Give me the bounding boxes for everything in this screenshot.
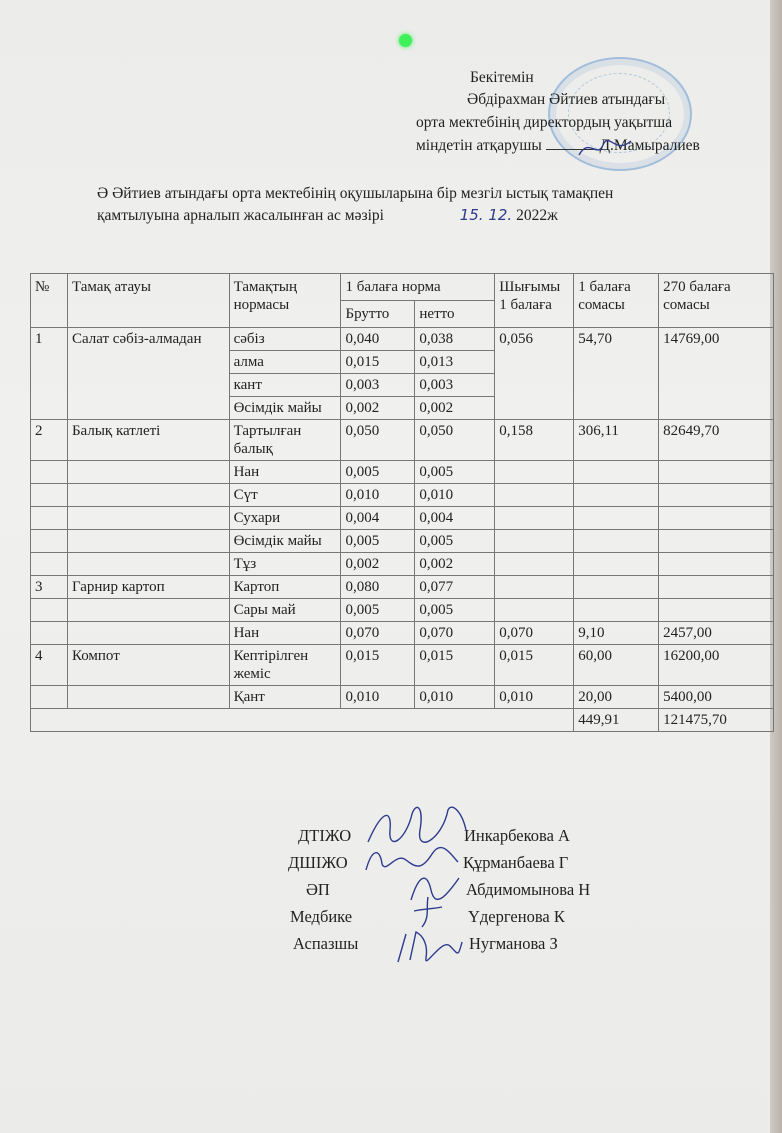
signer-role-3: ӘП xyxy=(306,880,330,899)
header-per-child: 1 балаға норма xyxy=(341,274,495,301)
empty-cell xyxy=(659,553,774,576)
header-row xyxy=(31,274,774,301)
table-row xyxy=(31,461,774,484)
sum1: 20,00 xyxy=(574,686,659,709)
header-sum1: 1 балаға сомасы xyxy=(574,274,659,328)
empty-cell xyxy=(659,576,774,599)
brutto: 0,005 xyxy=(341,461,415,484)
empty-cell xyxy=(659,507,774,530)
empty-cell xyxy=(574,553,659,576)
sum270: 16200,00 xyxy=(659,645,774,686)
brutto: 0,005 xyxy=(341,599,415,622)
camera-indicator-dot xyxy=(399,34,412,47)
dish-name: Салат сәбіз-алмадан xyxy=(67,328,229,420)
empty-cell xyxy=(574,576,659,599)
netto: 0,013 xyxy=(415,351,495,374)
table-row xyxy=(31,530,774,553)
ingredient: сәбіз xyxy=(229,328,341,351)
empty-cell xyxy=(67,686,229,709)
brutto: 0,004 xyxy=(341,507,415,530)
row-num: 3 xyxy=(31,576,68,599)
header-dish: Тамақ атауы xyxy=(67,274,229,328)
netto: 0,038 xyxy=(415,328,495,351)
empty-cell xyxy=(67,553,229,576)
ingredient: алма xyxy=(229,351,341,374)
yield: 0,010 xyxy=(495,686,574,709)
empty-cell xyxy=(31,461,68,484)
ingredient: Қант xyxy=(229,686,341,709)
signer-role-5: Аспазшы xyxy=(293,934,359,953)
sum270: 5400,00 xyxy=(659,686,774,709)
menu-year: 2022ж xyxy=(516,207,558,224)
empty-cell xyxy=(31,484,68,507)
empty-cell xyxy=(31,530,68,553)
empty-cell xyxy=(31,507,68,530)
sum1: 9,10 xyxy=(574,622,659,645)
empty-cell xyxy=(495,484,574,507)
brutto: 0,015 xyxy=(341,351,415,374)
sum270: 14769,00 xyxy=(659,328,774,420)
yield: 0,056 xyxy=(495,328,574,420)
sum1: 54,70 xyxy=(574,328,659,420)
sum270: 82649,70 xyxy=(659,420,774,461)
signer-name-2: Құрманбаева Г xyxy=(463,853,569,872)
row-num: 2 xyxy=(31,420,68,461)
dish-name: Компот xyxy=(67,645,229,686)
table-row xyxy=(31,420,774,461)
empty-cell xyxy=(67,461,229,484)
empty-cell xyxy=(574,599,659,622)
brutto: 0,002 xyxy=(341,397,415,420)
empty-cell xyxy=(31,553,68,576)
table-row xyxy=(31,576,774,599)
ingredient: Сухари xyxy=(229,507,341,530)
table-row xyxy=(31,484,774,507)
brutto: 0,003 xyxy=(341,374,415,397)
table-row xyxy=(31,328,774,351)
empty-cell xyxy=(659,484,774,507)
netto: 0,005 xyxy=(415,461,495,484)
row-num: 1 xyxy=(31,328,68,420)
row-num: 4 xyxy=(31,645,68,686)
menu-title-line-2 xyxy=(97,205,558,226)
empty-cell xyxy=(495,553,574,576)
header-brutto: Брутто xyxy=(341,301,415,328)
empty-cell xyxy=(659,530,774,553)
empty-cell xyxy=(31,622,68,645)
ingredient: кант xyxy=(229,374,341,397)
approval-line-3: орта мектебінің директордың уақытша xyxy=(416,114,673,131)
header-sum270: 270 балаға сомасы xyxy=(659,274,774,328)
netto: 0,077 xyxy=(415,576,495,599)
netto: 0,004 xyxy=(415,507,495,530)
empty-cell xyxy=(67,507,229,530)
dish-name: Балық катлеті xyxy=(67,420,229,461)
total-sum1: 449,91 xyxy=(574,709,659,732)
ingredient: Кептірілген жеміс xyxy=(229,645,341,686)
ingredient: Тұз xyxy=(229,553,341,576)
netto: 0,002 xyxy=(415,397,495,420)
empty-cell xyxy=(67,530,229,553)
ingredient: Картоп xyxy=(229,576,341,599)
empty-cell xyxy=(495,599,574,622)
brutto: 0,010 xyxy=(341,686,415,709)
empty-cell xyxy=(495,530,574,553)
menu-title-line-1: Ә Әйтиев атындағы орта мектебінің оқушыларына бір мезгіл ыстық тамақпен xyxy=(97,185,614,202)
table-row xyxy=(31,553,774,576)
approval-role: міндетін атқарушы xyxy=(416,137,542,154)
empty-cell xyxy=(659,599,774,622)
ingredient: Нан xyxy=(229,461,341,484)
empty-cell xyxy=(495,576,574,599)
empty-cell xyxy=(574,530,659,553)
ingredient: Өсімдік майы xyxy=(229,397,341,420)
signer-role-2: ДШІЖО xyxy=(288,853,348,872)
ingredient: Сүт xyxy=(229,484,341,507)
yield: 0,158 xyxy=(495,420,574,461)
sum1: 306,11 xyxy=(574,420,659,461)
netto: 0,010 xyxy=(415,484,495,507)
empty-cell xyxy=(31,599,68,622)
sum270: 2457,00 xyxy=(659,622,774,645)
menu-table xyxy=(30,273,774,732)
signature-4 xyxy=(408,895,448,931)
empty-cell xyxy=(495,507,574,530)
ingredient: Нан xyxy=(229,622,341,645)
empty-cell xyxy=(31,686,68,709)
netto: 0,070 xyxy=(415,622,495,645)
brutto: 0,050 xyxy=(341,420,415,461)
netto: 0,002 xyxy=(415,553,495,576)
empty-cell xyxy=(67,484,229,507)
brutto: 0,002 xyxy=(341,553,415,576)
netto: 0,005 xyxy=(415,530,495,553)
yield: 0,070 xyxy=(495,622,574,645)
empty-cell xyxy=(67,599,229,622)
signer-name-5: Нугманова З xyxy=(469,934,558,953)
total-sum270: 121475,70 xyxy=(659,709,774,732)
sum1: 60,00 xyxy=(574,645,659,686)
empty-cell xyxy=(495,461,574,484)
brutto: 0,040 xyxy=(341,328,415,351)
empty-cell xyxy=(574,507,659,530)
ingredient: Өсімдік майы xyxy=(229,530,341,553)
table-row xyxy=(31,599,774,622)
handwritten-date: 15. 12. xyxy=(459,206,513,224)
approval-line-1: Бекітемін xyxy=(470,69,534,86)
table-row xyxy=(31,686,774,709)
table-row xyxy=(31,645,774,686)
signer-name-4: Үдергенова К xyxy=(468,907,565,926)
netto: 0,010 xyxy=(415,686,495,709)
netto: 0,015 xyxy=(415,645,495,686)
signer-name-1: Инкарбекова А xyxy=(464,826,570,845)
signer-role-1: ДТІЖО xyxy=(298,826,352,845)
signer-role-4: Медбике xyxy=(290,907,353,926)
header-yield: Шығымы 1 балаға xyxy=(495,274,574,328)
menu-title-line-2-text: қамтылуына арналып жасалынған ас мәзірі xyxy=(97,207,384,224)
empty-cell xyxy=(574,461,659,484)
empty-cell xyxy=(659,461,774,484)
netto: 0,050 xyxy=(415,420,495,461)
brutto: 0,005 xyxy=(341,530,415,553)
netto: 0,005 xyxy=(415,599,495,622)
total-row xyxy=(31,709,774,732)
approval-line-4 xyxy=(416,135,700,156)
director-name: Д.Мамыралиев xyxy=(599,137,700,154)
brutto: 0,015 xyxy=(341,645,415,686)
ingredient: Сары май xyxy=(229,599,341,622)
director-signature xyxy=(575,135,635,163)
approval-line-2: Әбдірахман Әйтиев атындағы xyxy=(467,91,666,108)
netto: 0,003 xyxy=(415,374,495,397)
signer-name-3: Абдимомынова Н xyxy=(466,880,591,899)
empty-cell xyxy=(31,709,574,732)
brutto: 0,080 xyxy=(341,576,415,599)
empty-cell xyxy=(67,622,229,645)
table-row xyxy=(31,622,774,645)
table-row xyxy=(31,507,774,530)
signature-5 xyxy=(392,928,467,968)
yield: 0,015 xyxy=(495,645,574,686)
header-num: № xyxy=(31,274,68,328)
ingredient: Тартылған балық xyxy=(229,420,341,461)
header-norm: Тамақтың нормасы xyxy=(229,274,341,328)
brutto: 0,070 xyxy=(341,622,415,645)
empty-cell xyxy=(574,484,659,507)
dish-name: Гарнир картоп xyxy=(67,576,229,599)
header-netto: нетто xyxy=(415,301,495,328)
brutto: 0,010 xyxy=(341,484,415,507)
